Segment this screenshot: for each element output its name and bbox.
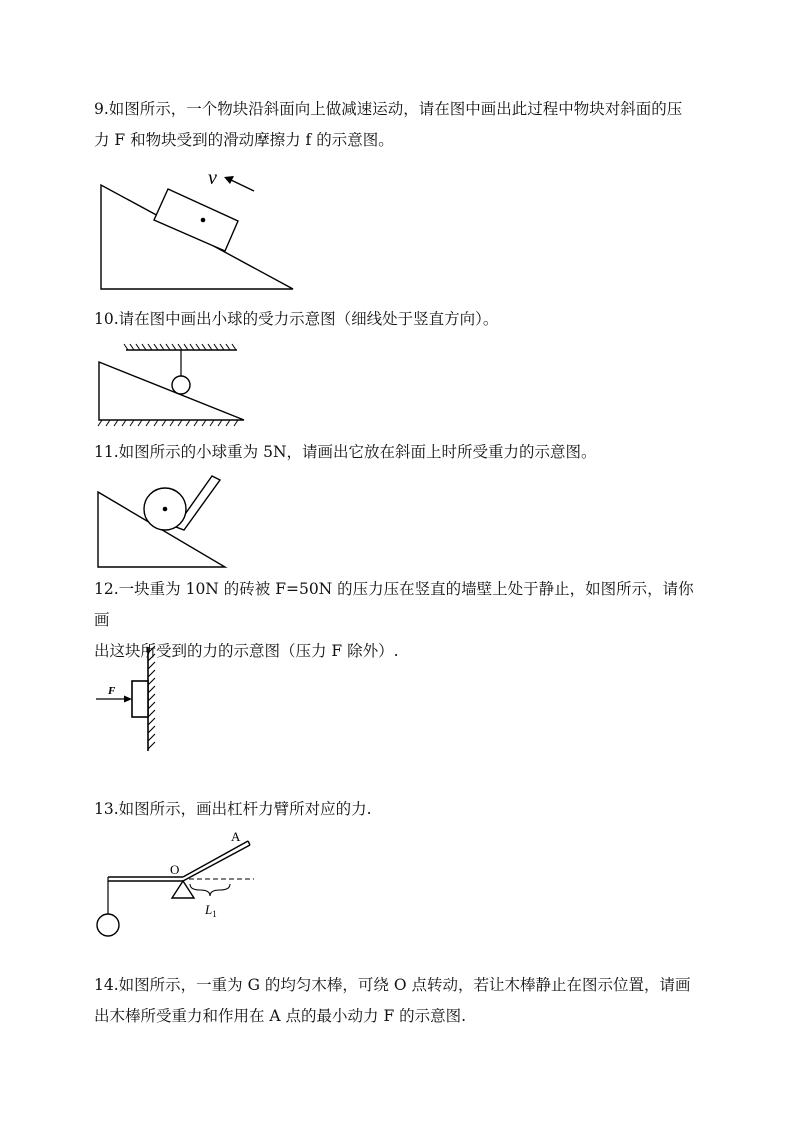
point-o-label: O xyxy=(170,862,180,877)
question-11-text xyxy=(94,437,704,468)
question-9-line-1: 9.如图所示，一个物块沿斜面向上做减速运动，请在图中画出此过程中物块对斜面的压 xyxy=(94,100,683,118)
point-a-label: A xyxy=(231,829,241,844)
question-12-text xyxy=(94,574,704,667)
force-label: F xyxy=(108,685,116,697)
arm-l-label: $L_1$ xyxy=(205,902,217,919)
figure-9-incline-block xyxy=(94,165,304,293)
question-14-text xyxy=(94,970,704,1032)
question-14-line-1: 14.如图所示，一重为 G 的均匀木棒，可绕 O 点转动，若让木棒静止在图示位置，请画 xyxy=(94,976,691,994)
question-13-text xyxy=(94,794,704,825)
ball xyxy=(172,376,190,394)
lever-arm xyxy=(183,841,248,877)
brick xyxy=(132,681,148,717)
question-9-line-2: 力 F 和物块受到的滑动摩擦力 f 的示意图。 xyxy=(94,131,394,149)
question-14-line-2: 出木棒所受重力和作用在 A 点的最小动力 F 的示意图. xyxy=(94,1007,467,1025)
question-10-text xyxy=(94,304,704,335)
question-13-line-1: 13.如图所示，画出杠杆力臂所对应的力. xyxy=(94,800,372,818)
question-12-line-1: 12.一块重为 10N 的砖被 F=50N 的压力压在竖直的墙壁上处于静止，如图所示，请你画 xyxy=(94,580,694,629)
figure-12-brick-on-wall xyxy=(94,645,164,755)
figure-11-ball-on-incline xyxy=(94,472,234,572)
question-9-text xyxy=(94,94,704,156)
lever-arm-brace xyxy=(190,884,230,896)
figure-13-lever xyxy=(94,826,264,942)
block-center-dot xyxy=(201,218,206,223)
figure-10-hanging-ball-incline xyxy=(94,338,254,428)
hanging-ball xyxy=(97,914,119,936)
block xyxy=(154,189,238,251)
question-10-line-1: 10.请在图中画出小球的受力示意图（细线处于竖直方向）。 xyxy=(94,310,499,328)
question-12-line-2: 出这块所受到的力的示意图（压力 F 除外）. xyxy=(94,642,399,660)
velocity-arrow xyxy=(231,180,254,191)
fulcrum xyxy=(172,881,194,898)
velocity-label: v xyxy=(208,167,217,189)
question-11-line-1: 11.如图所示的小球重为 5N，请画出它放在斜面上时所受重力的示意图。 xyxy=(94,443,597,461)
